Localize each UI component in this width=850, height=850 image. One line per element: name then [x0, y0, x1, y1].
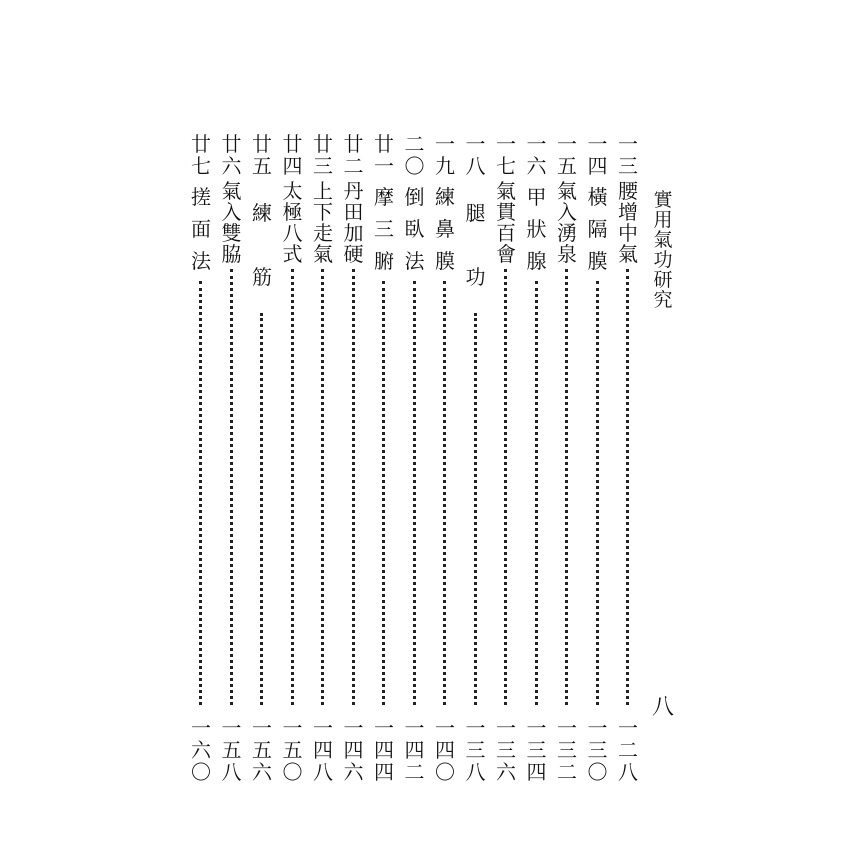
entry-title: 氣 貫 百 會 — [496, 179, 516, 266]
running-header-title — [646, 190, 680, 310]
entry-title: 太 極 八 式 — [282, 179, 303, 266]
leader-dots — [321, 269, 328, 705]
leader-dots — [230, 269, 237, 705]
toc-entry — [613, 133, 643, 783]
entry-number: 二 〇 — [404, 132, 425, 178]
entry-title: 摩 三 腑 — [374, 185, 394, 273]
entry-number: 一 六 — [526, 132, 547, 178]
toc-entry — [461, 133, 491, 783]
leader-dots — [291, 269, 298, 705]
entry-title: 橫 隔 膜 — [587, 185, 608, 273]
entry-number: 廿 五 — [252, 132, 272, 178]
entry-page: 一 三 六 — [496, 716, 516, 784]
entry-page: 一 六 〇 — [191, 716, 211, 784]
header-char: 究 — [653, 289, 673, 311]
entry-number: 一 七 — [496, 132, 516, 178]
entry-number: 一 四 — [587, 132, 608, 178]
toc-entry — [217, 133, 247, 783]
leader-dots — [199, 281, 206, 705]
entry-page: 一 四 二 — [404, 716, 425, 784]
header-char: 實 — [653, 189, 673, 211]
entry-number: 廿 四 — [282, 132, 303, 178]
entry-page: 一 三 八 — [465, 716, 486, 784]
toc-entry — [491, 133, 521, 783]
entry-title: 丹 田 加 硬 — [343, 179, 364, 266]
toc-entry — [430, 133, 460, 783]
toc-entry — [186, 133, 216, 783]
leader-dots — [443, 281, 450, 705]
toc-entry — [308, 133, 338, 783]
toc-entry — [278, 133, 308, 783]
toc-entry — [583, 133, 613, 783]
entry-title: 氣 入 雙 脇 — [221, 179, 242, 266]
header-char: 用 — [653, 209, 673, 231]
entry-page: 一 四 四 — [374, 716, 394, 784]
entry-number: 廿 三 — [313, 132, 333, 178]
entry-title: 腿 功 — [465, 201, 486, 289]
header-char: 研 — [653, 269, 673, 291]
leader-dots — [413, 281, 420, 705]
entry-number: 廿 六 — [221, 132, 242, 178]
entry-title: 氣 入 湧 泉 — [557, 179, 577, 266]
toc-entry — [552, 133, 582, 783]
entry-page: 一 四 〇 — [435, 716, 455, 784]
toc-entry — [400, 133, 430, 783]
leader-dots — [260, 313, 267, 705]
entry-page: 一 三 〇 — [587, 716, 608, 784]
entry-number: 一 五 — [557, 132, 577, 178]
entry-title: 上 下 走 氣 — [313, 179, 333, 266]
entry-number: 廿 七 — [191, 132, 211, 178]
entry-number: 一 八 — [465, 132, 486, 178]
leader-dots — [565, 269, 572, 705]
leader-dots — [504, 269, 511, 705]
entry-title: 搓 面 法 — [191, 185, 211, 273]
page-number: 八 — [651, 695, 674, 720]
leader-dots — [535, 281, 542, 705]
entry-page: 一 二 八 — [618, 716, 638, 784]
entry-title: 倒 臥 法 — [404, 185, 425, 273]
entry-title: 甲 狀 腺 — [526, 185, 547, 273]
leader-dots — [382, 281, 389, 705]
leader-dots — [474, 313, 481, 705]
entry-page: 一 五 〇 — [282, 716, 303, 784]
leader-dots — [352, 269, 359, 705]
entry-title: 腰 增 中 氣 — [618, 179, 638, 266]
leader-dots — [626, 269, 633, 705]
entry-page: 一 五 八 — [221, 716, 242, 784]
entry-page: 一 四 八 — [313, 716, 333, 784]
toc-entry — [522, 133, 552, 783]
header-char: 功 — [653, 249, 673, 271]
entry-title: 練 筋 — [252, 201, 272, 289]
entry-number: 廿 二 — [343, 132, 364, 178]
entry-number: 一 九 — [435, 132, 455, 178]
entry-number: 一 三 — [618, 132, 638, 178]
toc-entry — [369, 133, 399, 783]
entry-number: 廿 一 — [374, 132, 394, 178]
leader-dots — [596, 281, 603, 705]
entry-page: 一 三 四 — [526, 716, 547, 784]
entry-page: 一 五 六 — [252, 716, 272, 784]
header-char: 氣 — [653, 229, 673, 251]
entry-title: 練 鼻 膜 — [435, 185, 455, 273]
toc-entry — [247, 133, 277, 783]
toc-entry — [339, 133, 369, 783]
entry-page: 一 四 六 — [343, 716, 364, 784]
entry-page: 一 三 二 — [557, 716, 577, 784]
